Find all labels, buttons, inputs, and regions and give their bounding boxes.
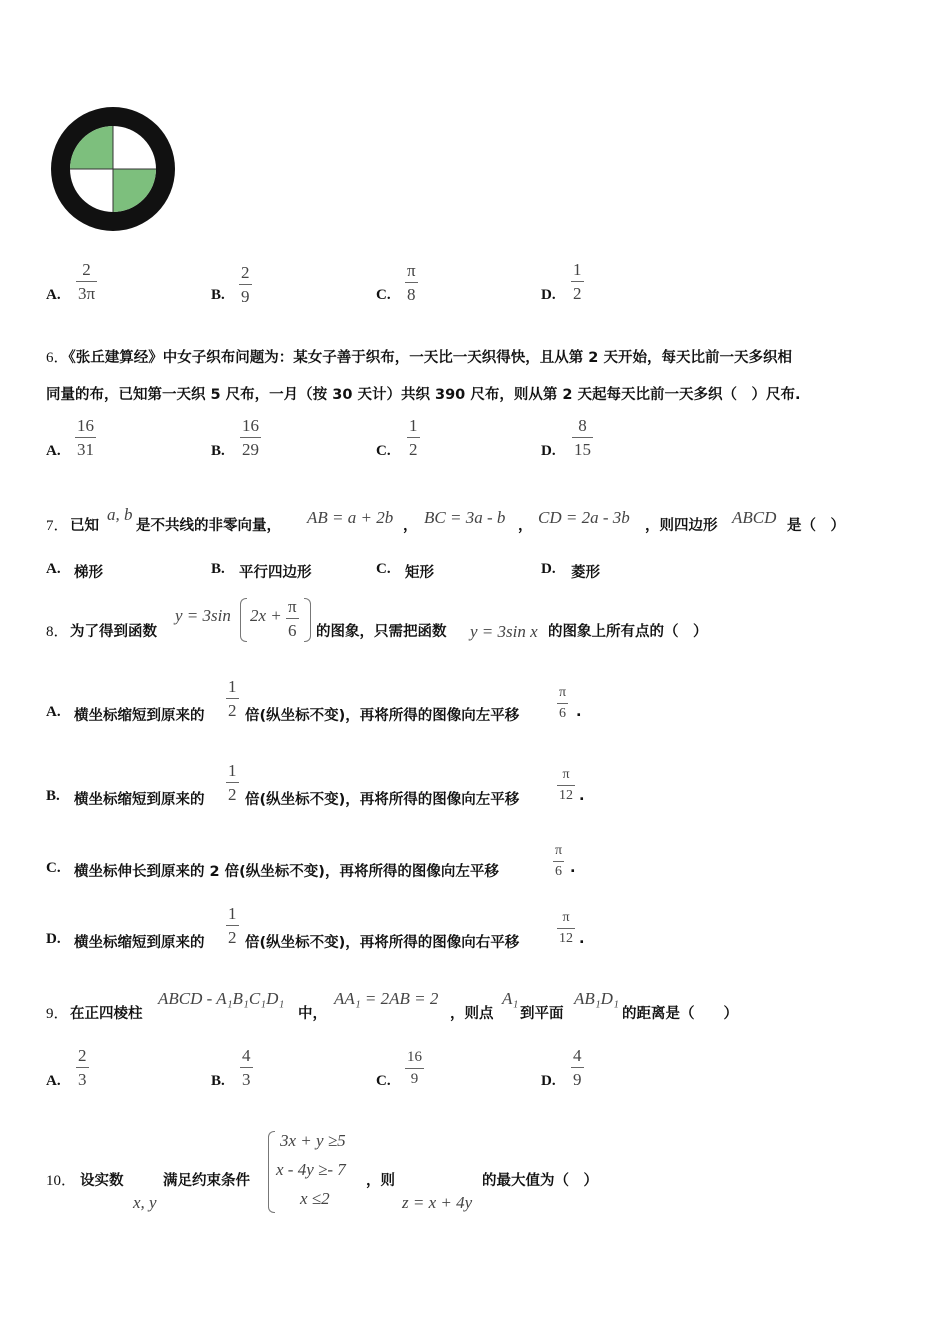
q5-option-b-label[interactable]: B. — [211, 287, 225, 303]
q6-option-a-fraction: 16 31 — [77, 416, 94, 459]
q7-expr-bc: BC = 3a - b — [424, 508, 506, 527]
q5-option-c-fraction: π 8 — [407, 261, 416, 304]
q8-number: 8． — [46, 624, 69, 640]
q9-option-c-label[interactable]: C. — [376, 1073, 391, 1089]
q5-option-c-label[interactable]: C. — [376, 287, 391, 303]
q9-text-3: ，则点 — [450, 1006, 494, 1022]
q8-text-3: 的图象上所有点的（ ） — [548, 624, 708, 640]
q8-option-a-mid: 倍(纵坐标不变)，再将所得的图像向左平移 — [245, 708, 520, 724]
q6-text-1: 《张丘建算经》中女子织布问题为：某女子善于织布，一天比一天织得快，且从第 2 天开始，每天比前一天多织相 — [68, 350, 792, 366]
q10-constraint-3: x ≤2 — [300, 1189, 330, 1208]
q7-option-c-label[interactable]: C. — [376, 561, 391, 577]
q8-option-b-mid: 倍(纵坐标不变)，再将所得的图像向左平移 — [245, 792, 520, 808]
q7-sep-2: ， — [518, 518, 533, 534]
q5-option-a-label[interactable]: A. — [46, 287, 61, 303]
q8-func-1-fraction: π 6 — [288, 597, 297, 640]
q10-objective: z = x + 4y — [402, 1193, 473, 1212]
q8-option-d-end: . — [579, 931, 585, 947]
q9-option-a-label[interactable]: A. — [46, 1073, 61, 1089]
q7-expr-ab: AB = a + 2b — [307, 508, 394, 527]
q8-option-c-end: . — [570, 860, 576, 876]
q7-vectors-ab: a, b — [107, 505, 133, 524]
q7-quad-abcd: ABCD — [732, 508, 777, 527]
q7-text-1: 已知 — [70, 518, 99, 534]
q8-option-c-shift: π 6 — [555, 843, 563, 879]
q9-point: A₁ — [502, 989, 519, 1008]
q7-option-a-text: 梯形 — [74, 565, 103, 581]
q5-option-b-fraction: 2 9 — [241, 263, 250, 306]
q8-paren-close — [304, 598, 311, 642]
q8-option-d-pre: 横坐标缩短到原来的 — [74, 935, 205, 951]
q8-option-c-label[interactable]: C. — [46, 860, 61, 876]
q8-option-d-mid: 倍(纵坐标不变)，再将所得的图像向右平移 — [245, 935, 520, 951]
q6-option-c-fraction: 1 2 — [409, 416, 418, 459]
q7-option-d-text: 菱形 — [571, 565, 600, 581]
q8-option-a-half: 1 2 — [228, 677, 237, 720]
q7-expr-cd: CD = 2a - 3b — [538, 508, 630, 527]
circle-figure — [46, 100, 182, 238]
q8-option-d-shift: π 12 — [559, 910, 573, 946]
q8-text-2: 的图象，只需把函数 — [316, 624, 447, 640]
q10-system-brace — [268, 1131, 275, 1213]
q10-text-2: 满足约束条件 — [163, 1173, 250, 1189]
q8-paren-open — [240, 598, 247, 642]
q10-text-1: 设实数 — [80, 1173, 124, 1189]
q9-option-b-label[interactable]: B. — [211, 1073, 225, 1089]
q8-option-b-pre: 横坐标缩短到原来的 — [74, 792, 205, 808]
q9-number: 9． — [46, 1006, 69, 1022]
q10-vars: x, y — [133, 1193, 157, 1212]
q7-option-b-label[interactable]: B. — [211, 561, 225, 577]
q9-option-c-fraction: 16 9 — [407, 1049, 422, 1087]
q6-option-d-label[interactable]: D. — [541, 443, 556, 459]
q6-stem-line-1 — [46, 346, 792, 367]
q7-option-b-text: 平行四边形 — [239, 565, 312, 581]
q9-prism: ABCD - A₁B₁C₁D₁ — [158, 989, 285, 1008]
q9-option-a-fraction: 2 3 — [78, 1046, 87, 1089]
q5-option-d-fraction: 1 2 — [573, 260, 582, 303]
q9-option-b-fraction: 4 3 — [242, 1046, 251, 1089]
q8-option-b-end: . — [579, 788, 585, 804]
q8-option-c-pre: 横坐标伸长到原来的 2 倍(纵坐标不变)，再将所得的图像向左平移 — [74, 864, 499, 880]
q9-text-1: 在正四棱柱 — [70, 1006, 143, 1022]
q7-text-3: ，则四边形 — [645, 518, 718, 534]
q5-option-d-label[interactable]: D. — [541, 287, 556, 303]
q10-constraint-2: x - 4y ≥- 7 — [276, 1160, 346, 1179]
q6-option-b-label[interactable]: B. — [211, 443, 225, 459]
q9-text-5: 的距离是（ ） — [622, 1006, 738, 1022]
q9-text-4: 到平面 — [520, 1006, 564, 1022]
q9-option-d-fraction: 4 9 — [573, 1046, 582, 1089]
q8-func-1-prefix: y = 3sin — [175, 606, 231, 625]
q7-text-2: 是不共线的非零向量， — [136, 518, 281, 534]
q7-option-a-label[interactable]: A. — [46, 561, 61, 577]
q8-option-a-label[interactable]: A. — [46, 704, 61, 720]
q5-option-a-fraction: 2 3π — [78, 260, 96, 303]
q6-option-a-label[interactable]: A. — [46, 443, 61, 459]
q8-option-a-end: . — [576, 704, 582, 720]
q8-option-a-pre: 横坐标缩短到原来的 — [74, 708, 205, 724]
q6-number: 6． — [46, 350, 69, 366]
q10-text-3: ，则 — [366, 1173, 395, 1189]
q8-option-d-label[interactable]: D. — [46, 931, 61, 947]
q8-text-1: 为了得到函数 — [70, 624, 157, 640]
q7-option-d-label[interactable]: D. — [541, 561, 556, 577]
q8-option-b-half: 1 2 — [228, 761, 237, 804]
q6-option-b-fraction: 16 29 — [242, 416, 259, 459]
q7-sep-1: ， — [403, 518, 418, 534]
q10-number: 10． — [46, 1173, 77, 1189]
q8-func-2: y = 3sin x — [470, 622, 538, 641]
q9-condition: AA₁ = 2AB = 2 — [334, 989, 439, 1008]
q8-func-1-arg: 2x + — [250, 606, 282, 625]
q8-option-b-shift: π 12 — [559, 767, 573, 803]
q7-option-c-text: 矩形 — [405, 565, 434, 581]
q6-stem-line-2: 同量的布，已知第一天织 5 尺布，一月（按 30 天计）共织 390 尺布，则从第 2 天起每天比前一天多织（ ）尺布. — [46, 387, 801, 403]
q8-option-d-half: 1 2 — [228, 904, 237, 947]
q10-constraint-1: 3x + y ≥5 — [280, 1131, 346, 1150]
q9-option-d-label[interactable]: D. — [541, 1073, 556, 1089]
q7-text-4: 是（ ） — [787, 518, 845, 534]
q6-option-c-label[interactable]: C. — [376, 443, 391, 459]
q6-option-d-fraction: 8 15 — [574, 416, 591, 459]
q10-text-4: 的最大值为（ ） — [482, 1173, 598, 1189]
q8-option-b-label[interactable]: B. — [46, 788, 60, 804]
q9-plane: AB₁D₁ — [574, 989, 619, 1008]
q9-text-2: 中， — [298, 1006, 327, 1022]
q7-number: 7． — [46, 518, 69, 534]
q8-option-a-shift: π 6 — [559, 685, 567, 721]
